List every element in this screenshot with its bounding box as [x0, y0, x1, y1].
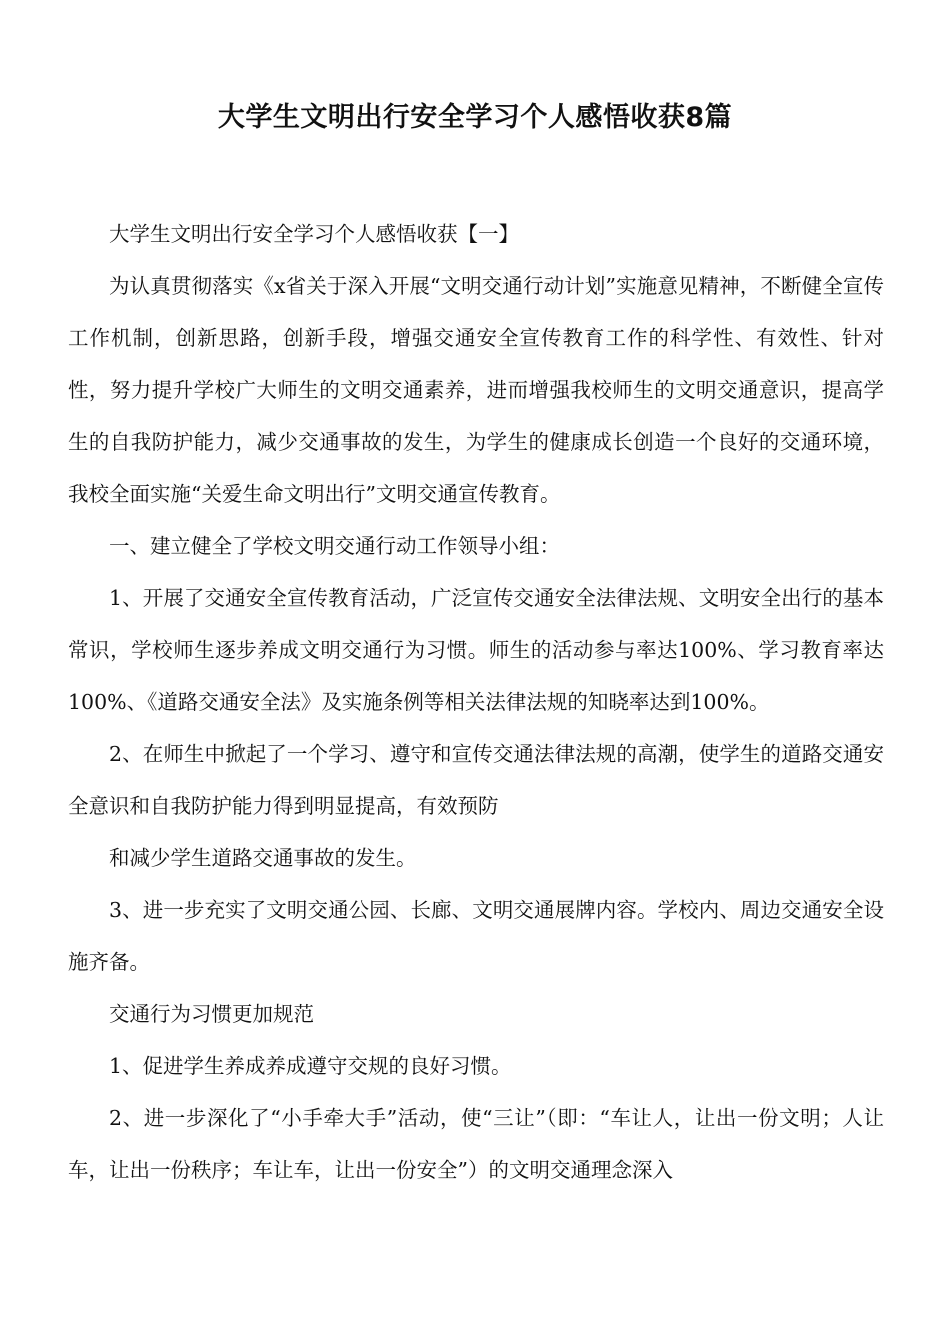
section-heading: 大学生文明出行安全学习个人感悟收获【一】 [109, 222, 519, 246]
paragraph: 和减少学生道路交通事故的发生。 [109, 846, 417, 870]
paragraph: 为认真贯彻落实《x省关于深入开展“文明交通行动计划”实施意见精神，不断健全宣传工作机制，创新思路，创新手段，增强交通安全宣传教育工作的科学性、有效性、针对性，努力提升学校广大师生的文明交通素养，进而增强我校师生的文明交通意识，提高学生的自我防护能力，减少交通事故的发生，为学生的健康成长创造一个良好的交通环境，我校全面实施“关爱生命文明出行”文明交通宣传教育。 [68, 274, 884, 506]
paragraph: 2、在师生中掀起了一个学习、遵守和宣传交通法律法规的高潮，使学生的道路交通安全意识和自我防护能力得到明显提高，有效预防 [68, 742, 884, 818]
document-title: 大学生文明出行安全学习个人感悟收获8篇 [217, 102, 733, 133]
paragraph: 1、促进学生养成养成遵守交规的良好习惯。 [109, 1054, 512, 1078]
document-body [68, 208, 884, 1196]
paragraph: 一、建立健全了学校文明交通行动工作领导小组： [109, 534, 560, 558]
paragraph: 1、开展了交通安全宣传教育活动，广泛宣传交通安全法律法规、文明安全出行的基本常识，学校师生逐步养成文明交通行为习惯。师生的活动参与率达100%、学习教育率达100%、《道路交通安全法》及实施条例等相关法律法规的知晓率达到100%。 [68, 586, 884, 714]
paragraph: 2、进一步深化了“小手牵大手”活动，使“三让”（即：“车让人，让出一份文明；人让车，让出一份秩序；车让车，让出一份安全”）的文明交通理念深入 [68, 1106, 884, 1182]
paragraph: 交通行为习惯更加规范 [109, 1002, 314, 1026]
paragraph: 3、进一步充实了文明交通公园、长廊、文明交通展牌内容。学校内、周边交通安全设施齐备。 [68, 898, 884, 974]
